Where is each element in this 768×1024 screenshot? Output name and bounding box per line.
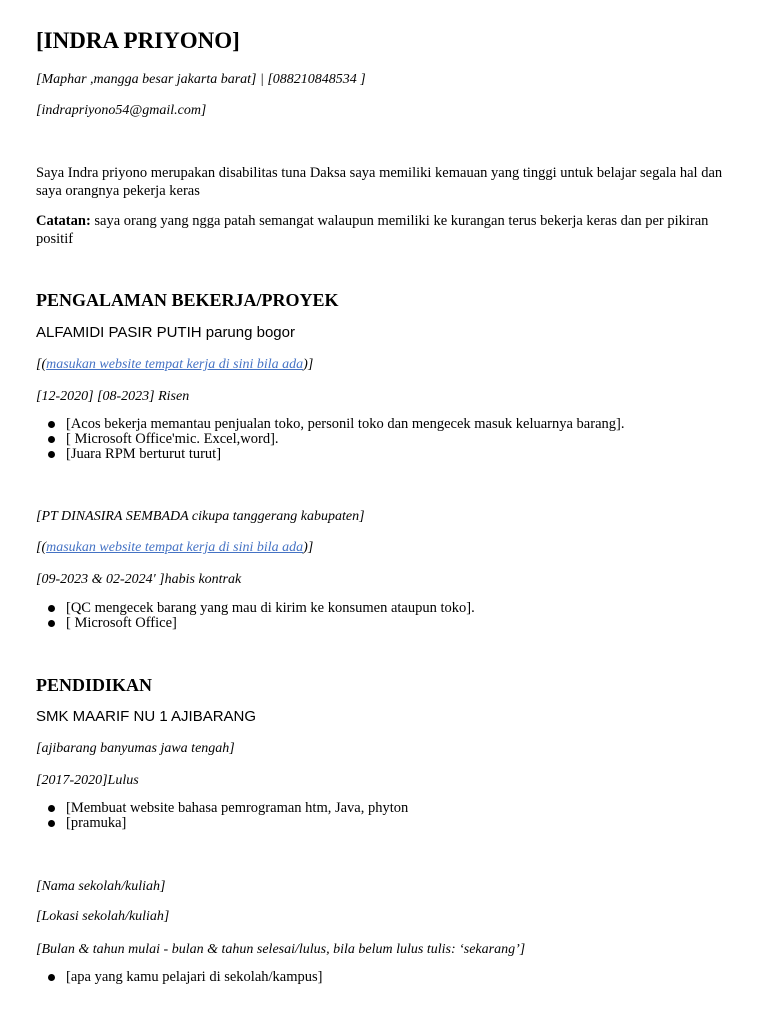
school-dates: [2017-2020]Lulus [36, 773, 139, 788]
job-dates: [09-2023 & 02-2024' ]habis kontrak [36, 572, 242, 587]
bullet-icon [48, 605, 55, 612]
school-name: [Nama sekolah/kuliah] [36, 879, 166, 894]
note-paragraph [36, 212, 732, 248]
bracket-close: )] [303, 540, 314, 555]
bullet-icon [48, 974, 55, 981]
candidate-name: [INDRA PRIYONO] [36, 28, 240, 53]
bullet-icon [48, 451, 55, 458]
school-name: SMK MAARIF NU 1 AJIBARANG [36, 708, 257, 725]
bullet-icon [48, 805, 55, 812]
list-item-text: [ Microsoft Office] [66, 615, 177, 631]
job-website-line [36, 539, 313, 557]
list-item-text: [ Microsoft Office'mic. Excel,word]. [66, 431, 279, 447]
list-item-text: [apa yang kamu pelajari di sekolah/kampus] [66, 969, 323, 985]
job-website-line [36, 356, 313, 374]
job-duties-list [36, 601, 475, 631]
list-item [36, 447, 624, 462]
list-item-text: [Juara RPM berturut turut] [66, 446, 222, 462]
list-item-text: [Acos bekerja memantau penjualan toko, personil toko dan mengecek masuk keluarnya barang]. [66, 416, 625, 432]
list-item [36, 432, 624, 447]
bullet-icon [48, 436, 55, 443]
list-item-text: [pramuka] [66, 815, 127, 831]
education-heading: PENDIDIKAN [36, 675, 153, 695]
list-item [36, 601, 475, 616]
job-dates: [12-2020] [08-2023] Risen [36, 389, 190, 404]
job-title: ALFAMIDI PASIR PUTIH parung bogor [36, 324, 295, 341]
list-item [36, 970, 322, 985]
bracket-open: [( [36, 540, 47, 555]
school-location: [Lokasi sekolah/kuliah] [36, 909, 170, 924]
job-title: [PT DINASIRA SEMBADA cikupa tanggerang kabupaten] [36, 509, 365, 524]
bracket-close: )] [303, 357, 314, 372]
job-duties-list [36, 417, 624, 462]
bracket-open: [( [36, 357, 47, 372]
list-item [36, 801, 408, 816]
school-activities-list [36, 801, 408, 831]
note-text: saya orang yang ngga patah semangat walaupun memiliki ke kurangan terus bekerja keras dan per pikiran positif [36, 213, 709, 247]
list-item [36, 616, 475, 631]
experience-heading: PENGALAMAN BEKERJA/PROYEK [36, 290, 339, 310]
email-line: [indrapriyono54@gmail.com] [36, 103, 207, 118]
bullet-icon [48, 820, 55, 827]
school-dates: [Bulan & tahun mulai - bulan & tahun selesai/lulus, bila belum lulus tulis: ‘sekarang’] [36, 942, 526, 957]
list-item-text: [Membuat website bahasa pemrograman htm, Java, phyton [66, 800, 409, 816]
bullet-icon [48, 620, 55, 627]
list-item [36, 417, 624, 432]
school-activities-list [36, 970, 322, 985]
job-website-link[interactable]: masukan website tempat kerja di sini bila ada [46, 540, 304, 555]
contact-line: [Maphar ,mangga besar jakarta barat] | [088210848534 ] [36, 72, 366, 87]
bullet-icon [48, 421, 55, 428]
list-item-text: [QC mengecek barang yang mau di kirim ke konsumen ataupun toko]. [66, 600, 475, 616]
list-item [36, 816, 408, 831]
job-website-link[interactable]: masukan website tempat kerja di sini bila ada [46, 357, 304, 372]
summary-paragraph: Saya Indra priyono merupakan disabilitas tuna Daksa saya memiliki kemauan yang tinggi untuk belajar segala hal dan saya orangnya pekerja keras [36, 165, 723, 199]
school-location: [ajibarang banyumas jawa tengah] [36, 741, 235, 756]
note-label: Catatan: [36, 213, 91, 229]
